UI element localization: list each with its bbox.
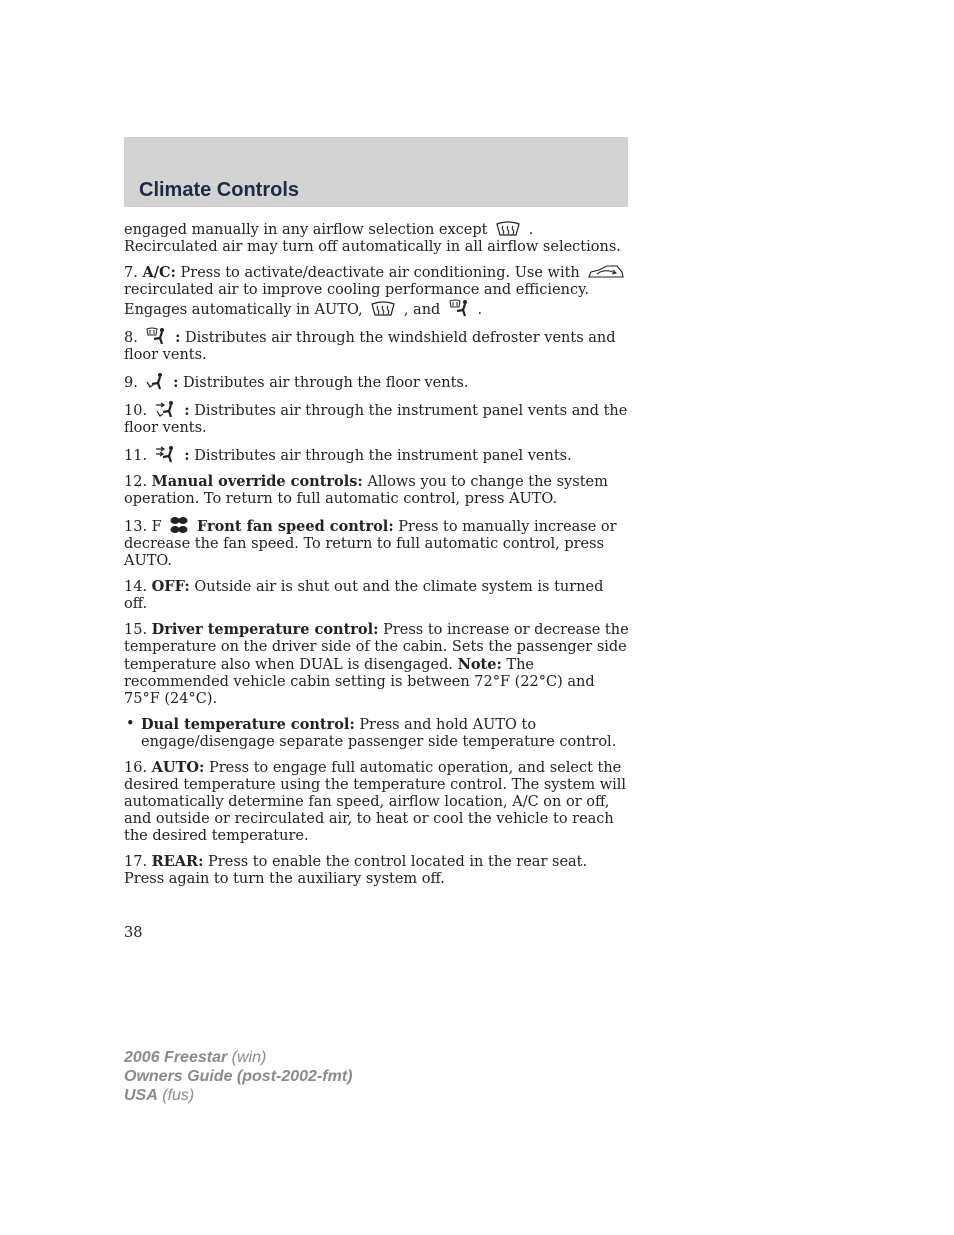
item-panel [124,445,630,465]
item-label: OFF: [151,578,190,595]
item-text: Press to enable the control located in the rear seat. Press again to turn the auxiliary system off. [124,854,588,887]
floor-vent-icon [145,372,165,390]
item-text: Press to activate/deactivate air conditioning. Use with [180,265,580,281]
item-label: REAR: [151,853,204,870]
panel-floor-vent-icon [155,400,177,418]
item-manual-override [124,473,630,508]
fan-icon [169,516,189,534]
item-defrost-floor [124,327,630,364]
item-label: Dual temperature control: [141,716,355,733]
section-title: Climate Controls [139,179,300,201]
footer-model: 2006 Freestar [124,1049,228,1066]
item-label: AUTO: [151,759,205,776]
item-number: 15. [124,622,148,638]
item-text: Press and hold AUTO to engage/disengage separate passenger side temperature control. [141,717,617,750]
item-text: Press to engage full automatic operation, and select the desired temperature using the temperature control. The system will automatically determine fan speed, airflow location, A/C on or off, and outside or recirculated air, to heat or cool the vehicle to reach the desired temperature. [124,760,627,844]
item-fan-speed [124,516,630,570]
page-content [124,221,630,896]
item-ac [124,264,630,319]
paragraph-continued [124,221,630,256]
item-panel-floor [124,400,630,437]
item-number: 9. [124,375,138,391]
item-label: : [175,329,181,346]
item-auto [124,759,630,845]
item-number: 13. F [124,519,162,535]
item-driver-temperature [124,621,630,708]
item-text: Distributes air through the instrument panel vents. [194,448,572,464]
note-label: Note: [457,656,502,673]
bullet-marker: • [126,716,135,732]
footer-model-code: (win) [231,1049,267,1066]
item-text: , and [403,302,441,318]
item-text: Outside air is shut out and the climate system is turned off. [124,579,604,612]
item-text: . [477,302,483,318]
item-label: Manual override controls: [151,473,363,490]
item-label: : [184,447,190,464]
item-text: Distributes air through the windshield defroster vents and floor vents. [124,330,616,363]
panel-vent-icon [155,445,177,463]
item-text: Press to manually increase or decrease the fan speed. To return to full automatic control, press AUTO. [124,519,617,569]
defrost-windshield-icon [495,221,521,237]
item-text: Allows you to change the system operation. To return to full automatic control, press AUTO. [124,474,608,507]
footer-region: USA [124,1087,158,1104]
footer-guide: Owners Guide (post-2002-fmt) [124,1068,353,1085]
item-number: 7. [124,265,138,281]
item-off [124,578,630,613]
item-label: Front fan speed control: [196,518,394,535]
item-text: Distributes air through the floor vents. [183,375,469,391]
item-text: Distributes air through the instrument panel vents and the floor vents. [124,403,628,436]
footer-line-region [124,1086,352,1105]
defrost-windshield-icon [370,301,396,317]
section-header-band [124,137,628,207]
page-number: 38 [124,925,143,941]
defrost-floor-icon [145,327,167,345]
recirculate-car-icon [587,264,625,280]
footer-region-code: (fus) [162,1087,195,1104]
item-number: 11. [124,448,148,464]
paragraph-text: . Recirculated air may turn off automatically in all airflow selections. [124,222,621,255]
item-number: 17. [124,854,148,870]
bullet-dual-temperature [124,716,630,751]
item-number: 12. [124,474,148,490]
item-number: 16. [124,760,148,776]
item-label: Driver temperature control: [151,621,379,638]
item-rear [124,853,630,888]
document-footer [124,1048,352,1105]
footer-line-guide [124,1067,352,1086]
item-text: The recommended vehicle cabin setting is between 72°F (22°C) and 75°F (24°C). [124,657,595,707]
item-number: 14. [124,579,148,595]
item-label: A/C: [142,264,176,281]
footer-line-model [124,1048,352,1067]
item-text: Press to increase or decrease the temperature on the driver side of the cabin. Sets the passenger side temperature also when DUAL is disengaged. [124,622,629,673]
item-label: : [173,374,179,391]
item-text: recirculated air to improve cooling performance and efficiency. Engages automatically in AUTO, [124,282,589,318]
paragraph-text: engaged manually in any airflow selection except [124,222,488,238]
defrost-floor-icon [448,299,470,317]
item-number: 10. [124,403,148,419]
item-number: 8. [124,330,138,346]
item-label: : [184,402,190,419]
item-floor [124,372,630,392]
